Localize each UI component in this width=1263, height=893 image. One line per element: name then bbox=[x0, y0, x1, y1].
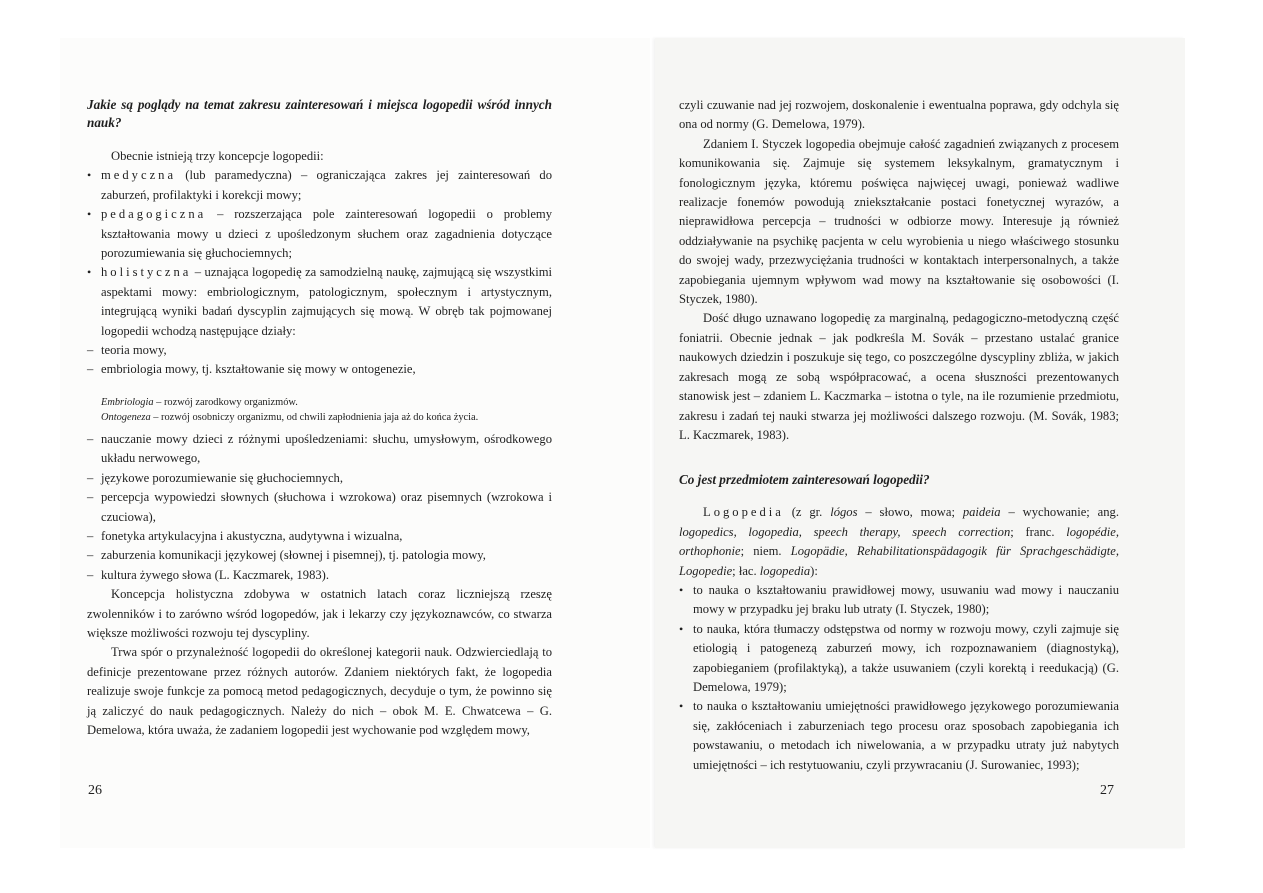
definition-word: logopedics, logopedia, speech therapy, speech correction bbox=[679, 524, 1011, 539]
list-item-text: teoria mowy, bbox=[101, 343, 167, 358]
definition-term: Logopedia bbox=[703, 505, 784, 520]
definition-word: lógos bbox=[830, 505, 858, 520]
bullet-icon: • bbox=[87, 207, 92, 222]
page-number: 26 bbox=[88, 783, 102, 798]
list-item bbox=[679, 581, 1119, 620]
concept-term: pedagogiczna bbox=[101, 207, 207, 222]
definition-list bbox=[679, 581, 1119, 775]
body-paragraph: Dość długo uznawano logopedię za marginalną, pedagogiczno-metodyczną część foniatrii. Obecnie jednak – jak podkreśla M. Sovák – przestano ustalać granice naukowych dziedzin i poszukuje się tego, co poszczególne dyscypliny zbliża, w jakich zakresach mogą ze sobą współpracować, a ocena słuszności prezentowanych stanowisk jest – zdaniem L. Kaczmarka – istotna o tyle, na ile rozumienie przedmiotu, zakresu i zadań tej nauki stwarza jej możliwości dalszego rozwoju. (M. Sovák, 1983; L. Kaczmarek, 1983). bbox=[679, 311, 1119, 442]
right-page-text bbox=[679, 96, 1119, 775]
body-paragraph: czyli czuwanie nad jej rozwojem, doskonalenie i ewentualna poprawa, gdy odchyla się ona od normy (G. Demelowa, 1979). bbox=[679, 98, 1119, 132]
dash-icon: – bbox=[87, 362, 94, 377]
list-item bbox=[87, 488, 552, 527]
page-number: 27 bbox=[1100, 783, 1114, 798]
list-item-text: fonetyka artykulacyjna i akustyczna, audytywna i wizualna, bbox=[101, 528, 403, 543]
definition-text: ): bbox=[810, 563, 818, 578]
list-item-text: to nauka o kształtowaniu prawidłowej mowy, usuwaniu wad mowy i nauczaniu mowy w przypadku jej braku lub utraty (I. Styczek, 1980); bbox=[693, 582, 1119, 617]
list-item bbox=[87, 360, 552, 379]
footnote-line bbox=[101, 410, 552, 425]
bullet-icon: • bbox=[87, 168, 92, 183]
dash-icon: – bbox=[87, 431, 94, 446]
definition-word: logopedia bbox=[759, 563, 811, 578]
list-item-text: kultura żywego słowa (L. Kaczmarek, 1983). bbox=[101, 567, 330, 582]
footnote bbox=[101, 395, 552, 425]
definition-text: ; łac. bbox=[732, 563, 760, 578]
body-paragraph: Trwa spór o przynależność logopedii do określonej kategorii nauk. Odzwierciedlają to definicje prezentowane przez różnych autorów. Zdaniem niektórych fakt, że logopedia realizuje swoje funkcje za pomocą metod pedagogicznych, decyduje o tym, że powinno się ją zaliczyć do nauk pedagogicznych. Należy do nich – obok M. E. Chwatcewa – G. Demelowa, która uważa, że zadaniem logopedii jest wychowanie pod względem mowy, bbox=[87, 645, 552, 737]
body-paragraph: Koncepcja holistyczna zdobywa w ostatnich latach coraz liczniejszą rzeszę zwolenników i to zarówno wśród logopedów, jak i lekarzy czy językoznawców, co stwarza większe możliwości rozwoju tej dyscypliny. bbox=[87, 587, 552, 640]
division-list bbox=[87, 341, 552, 380]
dash-icon: – bbox=[87, 470, 94, 485]
definition-text: – słowo, mowa; bbox=[857, 505, 963, 520]
bullet-icon: • bbox=[87, 265, 92, 280]
definition-text: ; niem. bbox=[740, 544, 791, 559]
definition-paragraph bbox=[679, 503, 1119, 581]
bullet-icon: • bbox=[679, 621, 684, 636]
list-item bbox=[87, 341, 552, 360]
list-item bbox=[87, 166, 552, 205]
dash-icon: – bbox=[87, 548, 94, 563]
definition-text: – wychowanie; ang. bbox=[1000, 505, 1120, 520]
concept-term: holistyczna bbox=[101, 265, 192, 280]
intro-paragraph: Obecnie istnieją trzy koncepcje logopedii: bbox=[111, 149, 324, 163]
definition-word: Logopädie, Rehabilitationspädagogik für Sprachgeschädigte, Logopedie bbox=[679, 544, 1119, 578]
definition-text: (z gr. bbox=[783, 505, 831, 520]
bullet-icon: • bbox=[679, 582, 684, 597]
concept-text: (lub paramedyczna) – ograniczająca zakres jej zainteresowań do zaburzeń, profilaktyki i korekcji mowy; bbox=[101, 168, 552, 202]
section-heading: Co jest przedmiotem zainteresowań logopedii? bbox=[679, 472, 930, 488]
list-item-text: nauczanie mowy dzieci z różnymi upośledzeniami: słuchu, umysłowym, ośrodkowego układu nerwowego, bbox=[101, 431, 552, 466]
concept-text: – uznająca logopedię za samodzielną naukę, zajmującą się wszystkimi aspektami mowy: embriologicznym, patologicznym, społecznym i artystycznym, integrującą wyniki badań dyscyplin zajmujących się mową. W obręb tak pojmowanej logopedii wchodzą następujące działy: bbox=[101, 265, 552, 338]
list-item-text: to nauka o kształtowaniu umiejętności prawidłowego językowego porozumiewania się, zakłóceniach i zaburzeniach tego procesu oraz sposobach zapobiegania ich powstawaniu, o metodach ich niwelowania, a w przypadku utraty już nabytych umiejętności – ich restytuowaniu, czyli przywracaniu (J. Surowaniec, 1993); bbox=[693, 699, 1119, 772]
dash-icon: – bbox=[87, 343, 94, 358]
division-list-continued bbox=[87, 430, 552, 585]
list-item bbox=[679, 620, 1119, 698]
concept-term: medyczna bbox=[101, 168, 177, 183]
right-page bbox=[655, 38, 1185, 848]
footnote-term: Ontogeneza bbox=[101, 411, 151, 423]
list-item bbox=[87, 527, 552, 546]
footnote-term: Embriologia bbox=[101, 396, 154, 408]
list-item bbox=[679, 697, 1119, 775]
list-item-text: percepcja wypowiedzi słownych (słuchowa i wzrokowa) oraz pisemnych (wzrokowa i czuciowa), bbox=[101, 490, 552, 524]
list-item bbox=[87, 546, 552, 565]
left-page bbox=[60, 38, 650, 848]
dash-icon: – bbox=[87, 528, 94, 543]
dash-icon: – bbox=[87, 567, 94, 582]
concept-list bbox=[87, 166, 552, 341]
definition-word: logopédie, orthophonie bbox=[679, 524, 1120, 559]
section-heading: Jakie są poglądy na temat zakresu zainteresowań i miejsca logopedii wśród innych nauk? bbox=[87, 97, 552, 130]
list-item bbox=[87, 430, 552, 469]
list-item bbox=[87, 205, 552, 263]
left-page-text bbox=[87, 96, 552, 740]
definition-word: paideia bbox=[962, 505, 1001, 520]
list-item-text: embriologia mowy, tj. kształtowanie się mowy w ontogenezie, bbox=[101, 362, 416, 377]
definition-text: ; franc. bbox=[1010, 524, 1067, 539]
list-item bbox=[87, 263, 552, 341]
concept-text: – rozszerzająca pole zainteresowań logopedii o problemy kształtowania mowy u dzieci z upośledzonym słuchem oraz zagadnienia dotyczące porozumiewania się głuchociemnych; bbox=[101, 207, 552, 261]
footnote-line bbox=[101, 395, 552, 410]
list-item-text: to nauka, która tłumaczy odstępstwa od normy w rozwoju mowy, czyli zajmuje się etiologią i patogenezą zaburzeń mowy, ich rozpoznawaniem (diagnostyką), zapobieganiem (profilaktyką), a także usuwaniem (czyli korektą i reedukacją) (G. Demelowa, 1979); bbox=[693, 621, 1119, 694]
list-item-text: językowe porozumiewanie się głuchociemnych, bbox=[101, 470, 343, 485]
list-item bbox=[87, 566, 552, 585]
list-item bbox=[87, 469, 552, 488]
footnote-text: – rozwój zarodkowy organizmów. bbox=[153, 396, 298, 408]
dash-icon: – bbox=[87, 490, 94, 505]
list-item-text: zaburzenia komunikacji językowej (słownej i pisemnej), tj. patologia mowy, bbox=[101, 548, 486, 563]
body-paragraph: Zdaniem I. Styczek logopedia obejmuje całość zagadnień związanych z procesem komunikowania się. Zajmuje się systemem leksykalnym, gramatycznym i fonologicznym języka, któremu poświęca najwięcej uwagi, ponieważ wadliwe realizacje fonemów powodują zniekształcanie postaci fonetycznej wyrazów, a nieprawidłowa percepcja – trudności w odbiorze mowy. Interesuje ją również oddziaływanie na psychikę pacjenta w celu wyrobienia u niego właściwego stosunku do swojej wady, przezwyciężania trudności w kontaktach interpersonalnych, a także zapobiegania ujemnym wpływom wad mowy na kształtowanie się osobowości (I. Styczek, 1980). bbox=[679, 136, 1119, 307]
bullet-icon: • bbox=[679, 699, 684, 714]
footnote-text: – rozwój osobniczy organizmu, od chwili zapłodnienia jaja aż do końca życia. bbox=[150, 411, 479, 423]
